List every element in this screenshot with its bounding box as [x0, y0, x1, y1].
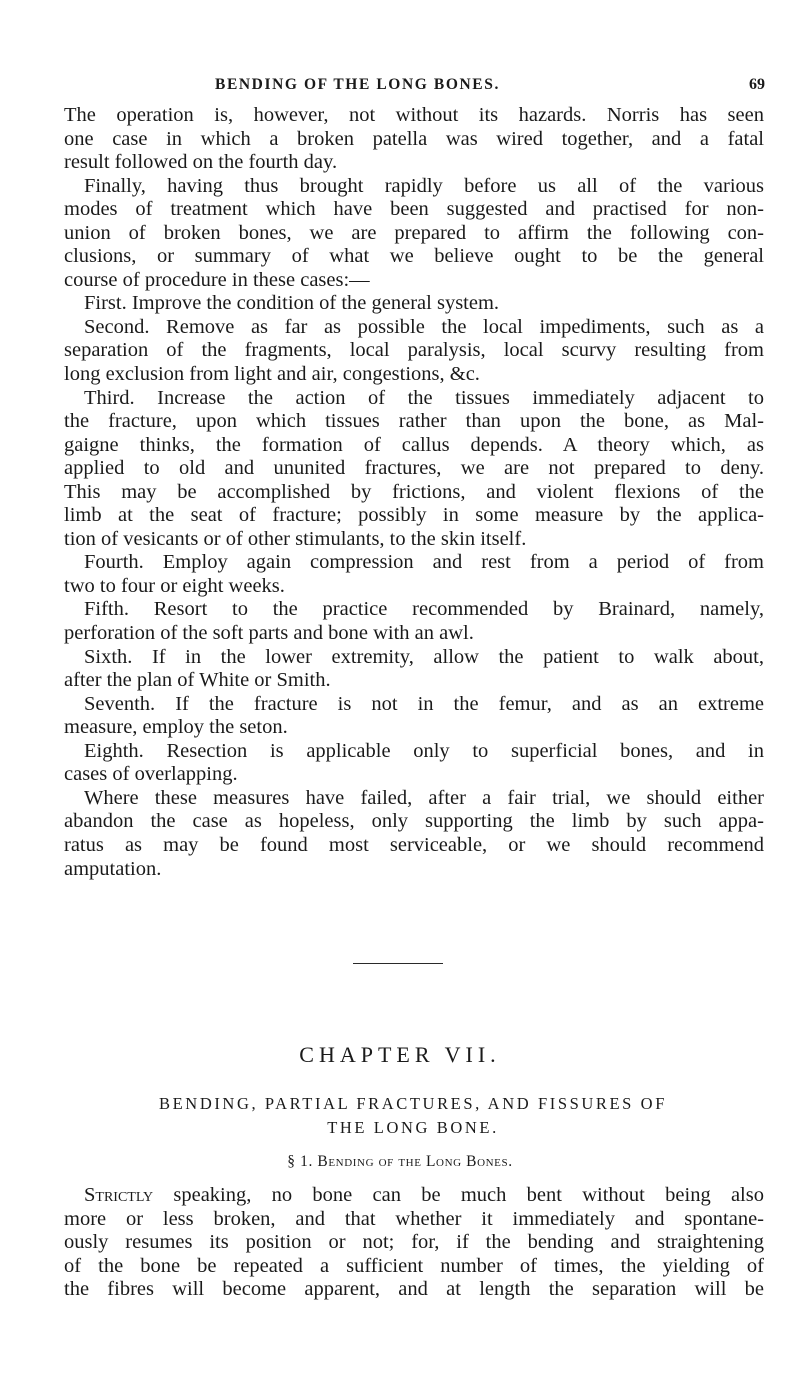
- section-heading: § 1. Bending of the Long Bones.: [287, 1153, 513, 1170]
- lead-word: Strictly: [84, 1184, 154, 1206]
- section-divider-rule: [353, 963, 443, 964]
- text-line: cases of overlapping.: [64, 763, 238, 786]
- text-line: Second. Remove as far as possible the local impediments, such as a: [84, 315, 764, 338]
- text-line: ously resumes its position or not; for, if the bending and straightening: [64, 1231, 764, 1254]
- text-line: This may be accomplished by frictions, and violent flexions of the: [64, 480, 764, 503]
- body-text-top: [64, 104, 764, 881]
- text-line: perforation of the soft parts and bone with an awl.: [64, 622, 474, 645]
- text-line: of the bone be repeated a sufficient number of times, the yielding of: [64, 1254, 764, 1277]
- text-line: Eighth. Resection is applicable only to superficial bones, and in: [84, 739, 764, 762]
- chapter-title: CHAPTER VII.: [299, 1042, 501, 1067]
- text-line: the fibres will become apparent, and at length the separation will be: [64, 1278, 764, 1301]
- text-line: measure, employ the seton.: [64, 716, 288, 739]
- text-line: course of procedure in these cases:—: [64, 268, 370, 291]
- text-line: Fourth. Employ again compression and rest from a period of from: [84, 551, 764, 574]
- text-line: applied to old and ununited fractures, we are not prepared to deny.: [64, 457, 764, 480]
- text-line: Fifth. Resort to the practice recommended by Brainard, namely,: [84, 598, 764, 621]
- text-line: long exclusion from light and air, congestions, &c.: [64, 363, 480, 386]
- text-line: Finally, having thus brought rapidly before us all of the various: [84, 174, 764, 197]
- text-line: more or less broken, and that whether it immediately and spontane-: [64, 1207, 764, 1230]
- chapter-subtitle-line2: THE LONG BONE.: [327, 1118, 499, 1137]
- text-line: two to four or eight weeks.: [64, 574, 285, 597]
- text-line: clusions, or summary of what we believe ought to be the general: [64, 245, 764, 268]
- text-line: abandon the case as hopeless, only supporting the limb by such appa-: [64, 810, 764, 833]
- text-line: union of broken bones, we are prepared to affirm the following con-: [64, 221, 764, 244]
- text-line: one case in which a broken patella was wired together, and a fatal: [64, 127, 764, 150]
- first-line-rest: speaking, no bone can be much bent without being also: [153, 1184, 764, 1206]
- text-line: The operation is, however, not without its hazards. Norris has seen: [64, 104, 764, 126]
- text-line: limb at the seat of fracture; possibly in some measure by the applica-: [64, 504, 764, 527]
- text-line: separation of the fragments, local paralysis, local scurvy resulting from: [64, 339, 764, 362]
- running-head: [215, 76, 765, 94]
- text-line: Third. Increase the action of the tissues immediately adjacent to: [84, 386, 764, 409]
- running-head-title: BENDING OF THE LONG BONES.: [215, 76, 500, 93]
- body-text-bottom: [64, 1184, 764, 1302]
- text-line: Sixth. If in the lower extremity, allow the patient to walk about,: [84, 645, 764, 668]
- text-line: gaigne thinks, the formation of callus depends. A theory which, as: [64, 433, 764, 456]
- text-line: First. Improve the condition of the general system.: [84, 292, 500, 315]
- text-line: ratus as may be found most serviceable, or we should recommend: [64, 833, 764, 856]
- chapter-subtitle: [60, 1092, 766, 1140]
- page-number: 69: [749, 76, 765, 93]
- text-line: the fracture, upon which tissues rather than upon the bone, as Mal-: [64, 410, 764, 433]
- text-line: Seventh. If the fracture is not in the femur, and as an extreme: [84, 692, 764, 715]
- text-line: tion of vesicants or of other stimulants, to the skin itself.: [64, 527, 527, 550]
- text-line: amputation.: [64, 857, 162, 880]
- chapter-subtitle-line1: BENDING, PARTIAL FRACTURES, AND FISSURES OF: [159, 1094, 667, 1113]
- text-line: Where these measures have failed, after a fair trial, we should either: [84, 786, 764, 809]
- text-line: [64, 1184, 764, 1208]
- text-line: result followed on the fourth day.: [64, 151, 338, 174]
- text-line: modes of treatment which have been suggested and practised for non-: [64, 198, 764, 221]
- text-line: after the plan of White or Smith.: [64, 669, 331, 692]
